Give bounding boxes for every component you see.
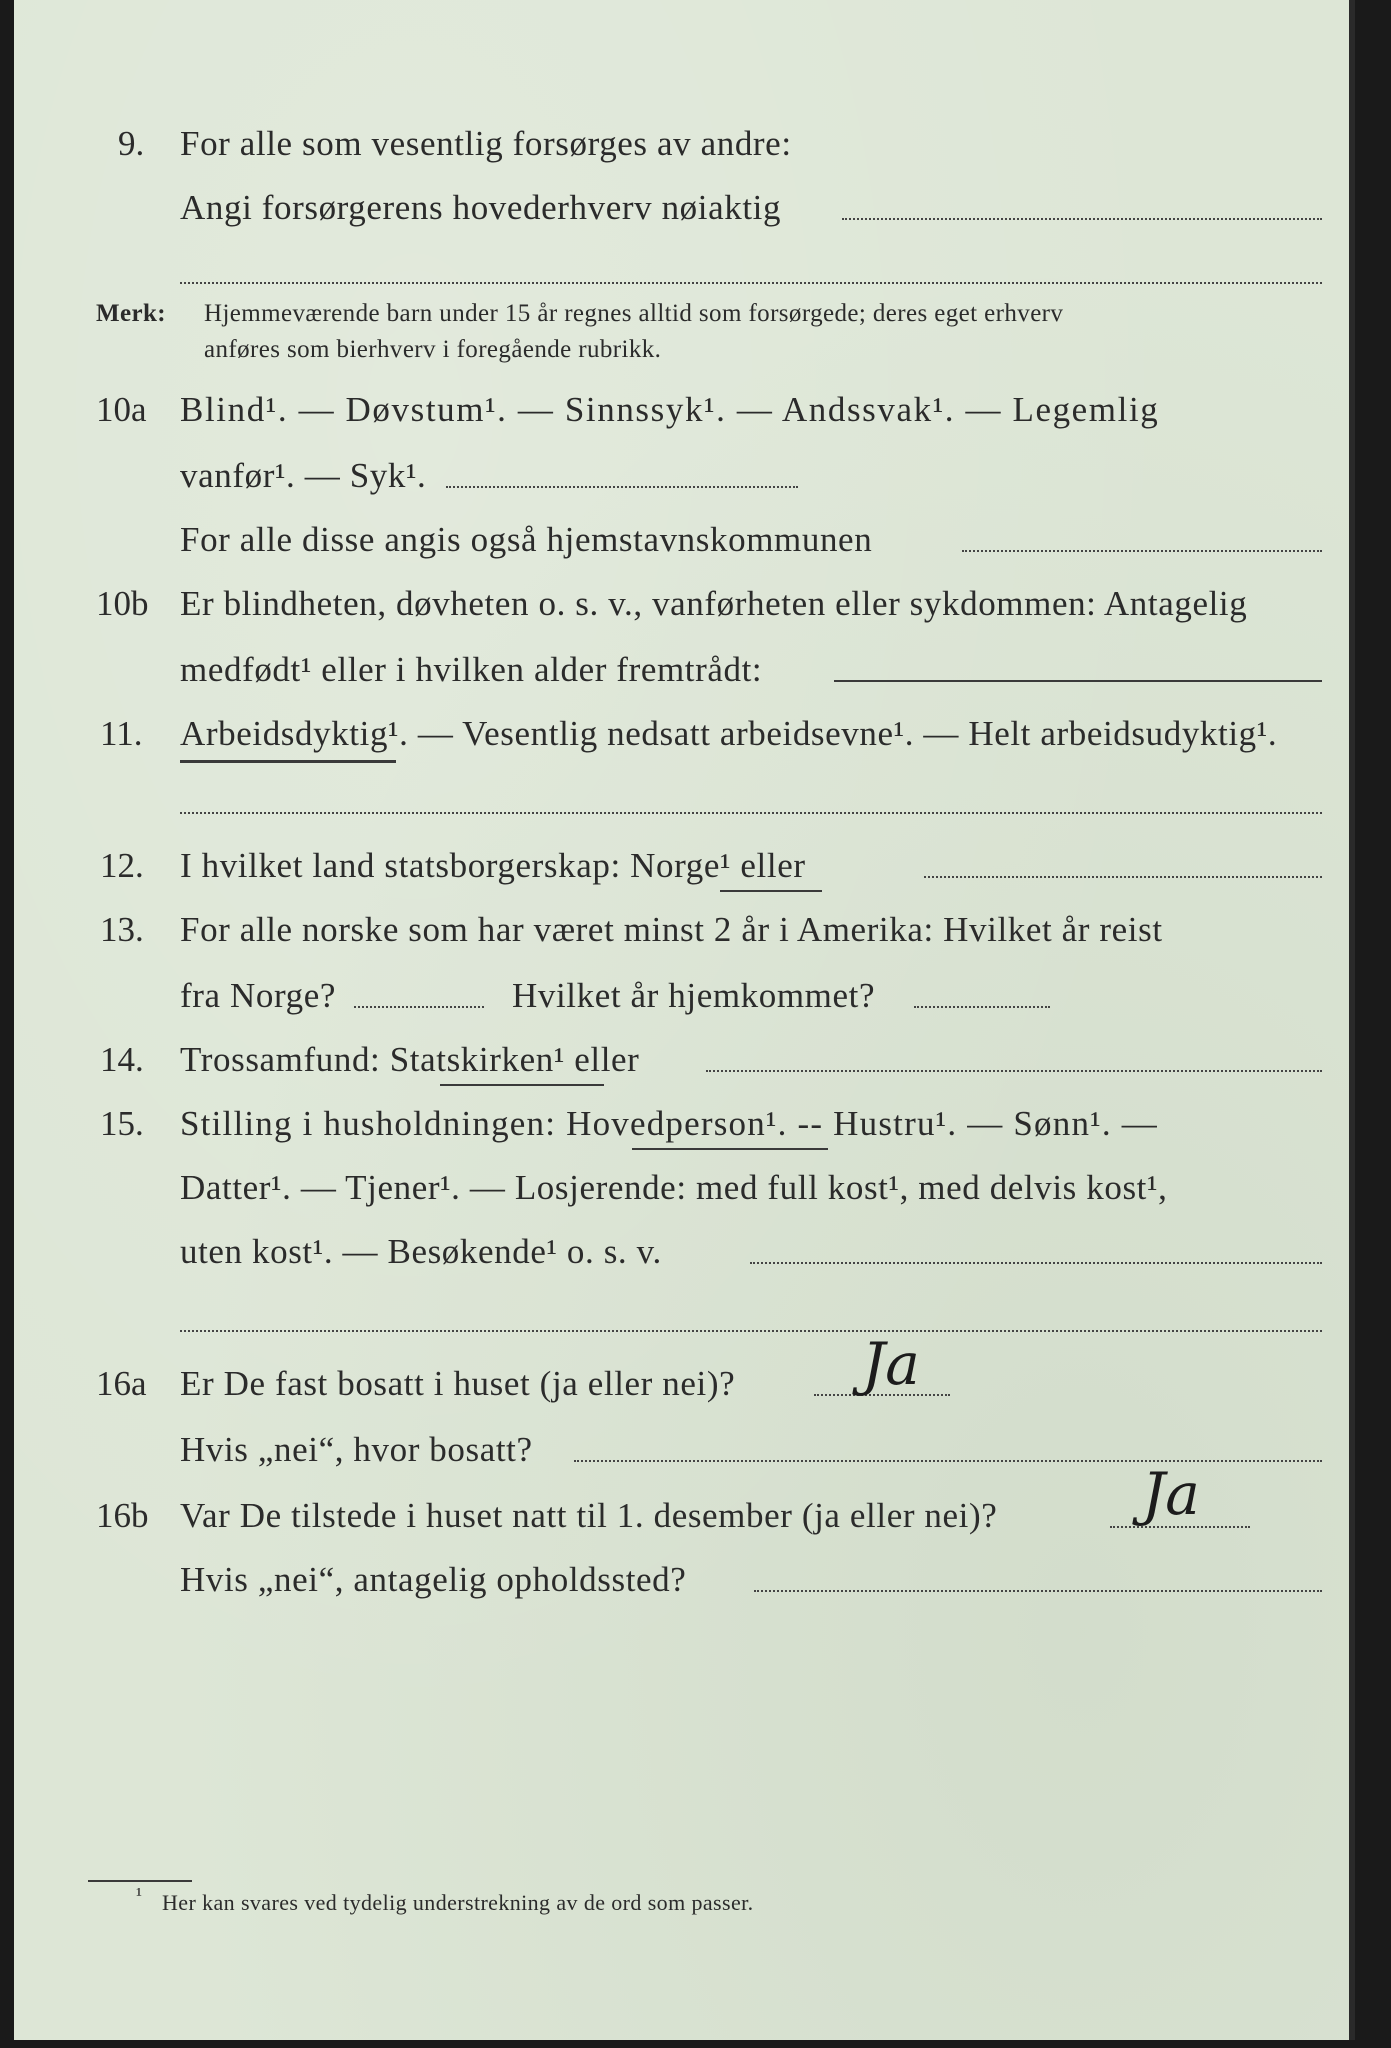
handwritten-answer-16a: Ja (862, 1330, 920, 1398)
underline-norge (720, 890, 822, 892)
question-16a-line-1: Er De fast bosatt i huset (ja eller nei)? (180, 1364, 736, 1403)
underline-statskirken (440, 1084, 604, 1086)
question-10a-number: 10a (96, 390, 147, 429)
answer-line-10b[interactable] (834, 680, 1322, 682)
answer-line-9b[interactable] (180, 282, 1322, 284)
answer-line-15b[interactable] (180, 1330, 1322, 1332)
question-11-number: 11. (100, 714, 143, 753)
question-16a-line-2: Hvis „nei“, hvor bosatt? (180, 1430, 533, 1469)
underline-hovedperson (632, 1148, 828, 1150)
question-12-number: 12. (100, 846, 144, 885)
note-label: Merk: (96, 300, 167, 327)
question-15-number: 15. (100, 1104, 144, 1143)
question-13-line-1: For alle norske som har været minst 2 år i Amerika: Hvilket år reist (180, 910, 1163, 949)
underline-arbeidsdyktig (180, 760, 396, 763)
question-16b-number: 16b (96, 1496, 149, 1535)
question-15-line-3: uten kost¹. — Besøkende¹ o. s. v. (180, 1232, 662, 1271)
question-9-number: 9. (118, 124, 145, 163)
question-15-line-2: Datter¹. — Tjener¹. — Losjerende: med full kost¹, med delvis kost¹, (180, 1168, 1168, 1207)
footnote-text: Her kan svares ved tydelig understrekning av de ord som passer. (162, 1890, 754, 1915)
question-10b-line-2: medfødt¹ eller i hvilken alder fremtrådt: (180, 650, 763, 689)
footnote-rule (88, 1880, 192, 1882)
note-line-1: Hjemmeværende barn under 15 år regnes alltid som forsørgede; deres eget erhverv (204, 300, 1064, 327)
handwritten-answer-16b: Ja (1142, 1460, 1200, 1528)
question-13-line-2b: Hvilket år hjemkommet? (512, 976, 876, 1015)
answer-line-9a[interactable] (842, 218, 1322, 220)
question-10b-line-1: Er blindheten, døvheten o. s. v., vanførheten eller sykdommen: Antagelig (180, 584, 1248, 623)
question-10a-line-3: For alle disse angis også hjemstavnskommunen (180, 520, 873, 559)
answer-line-12[interactable] (924, 876, 1322, 878)
footnote-mark: ¹ (136, 1884, 143, 1906)
question-9-line-2: Angi forsørgerens hovederhverv nøiaktig (180, 188, 782, 227)
census-form-page (14, 0, 1355, 2040)
question-15-line-1: Stilling i husholdningen: Hovedperson¹. -- Hustru¹. — Sønn¹. — (180, 1104, 1158, 1143)
question-9-line-1: For alle som vesentlig forsørges av andre: (180, 124, 792, 163)
answer-line-13-reist[interactable] (354, 1006, 484, 1008)
question-13-line-2a: fra Norge? (180, 976, 336, 1015)
question-13-number: 13. (100, 910, 144, 949)
note-line-2: anføres som bierhverv i foregående rubrikk. (204, 336, 662, 363)
question-10b-number: 10b (96, 584, 149, 623)
question-10a-line-2: vanfør¹. — Syk¹. (180, 456, 427, 495)
question-16b-line-2: Hvis „nei“, antagelig opholdssted? (180, 1560, 687, 1599)
question-14-number: 14. (100, 1040, 144, 1079)
question-12-line-1: I hvilket land statsborgerskap: Norge¹ eller (180, 846, 806, 885)
answer-line-15a[interactable] (750, 1262, 1322, 1264)
answer-line-16a-bosatt[interactable] (574, 1460, 1322, 1462)
question-16b-line-1: Var De tilstede i huset natt til 1. desember (ja eller nei)? (180, 1496, 998, 1535)
answer-line-11[interactable] (180, 812, 1322, 814)
question-11-line-1: Arbeidsdyktig¹. — Vesentlig nedsatt arbeidsevne¹. — Helt arbeidsudyktig¹. (180, 714, 1278, 753)
answer-line-13-hjemkommet[interactable] (914, 1006, 1050, 1008)
answer-line-14[interactable] (706, 1070, 1322, 1072)
question-10a-line-1: Blind¹. — Døvstum¹. — Sinnssyk¹. — Andssvak¹. — Legemlig (180, 390, 1160, 429)
answer-line-16b-opholdssted[interactable] (754, 1590, 1322, 1592)
answer-line-10a-syk[interactable] (446, 486, 798, 488)
question-14-line-1: Trossamfund: Statskirken¹ eller (180, 1040, 640, 1079)
question-16a-number: 16a (96, 1364, 147, 1403)
answer-line-10a-hjemstavn[interactable] (962, 550, 1322, 552)
